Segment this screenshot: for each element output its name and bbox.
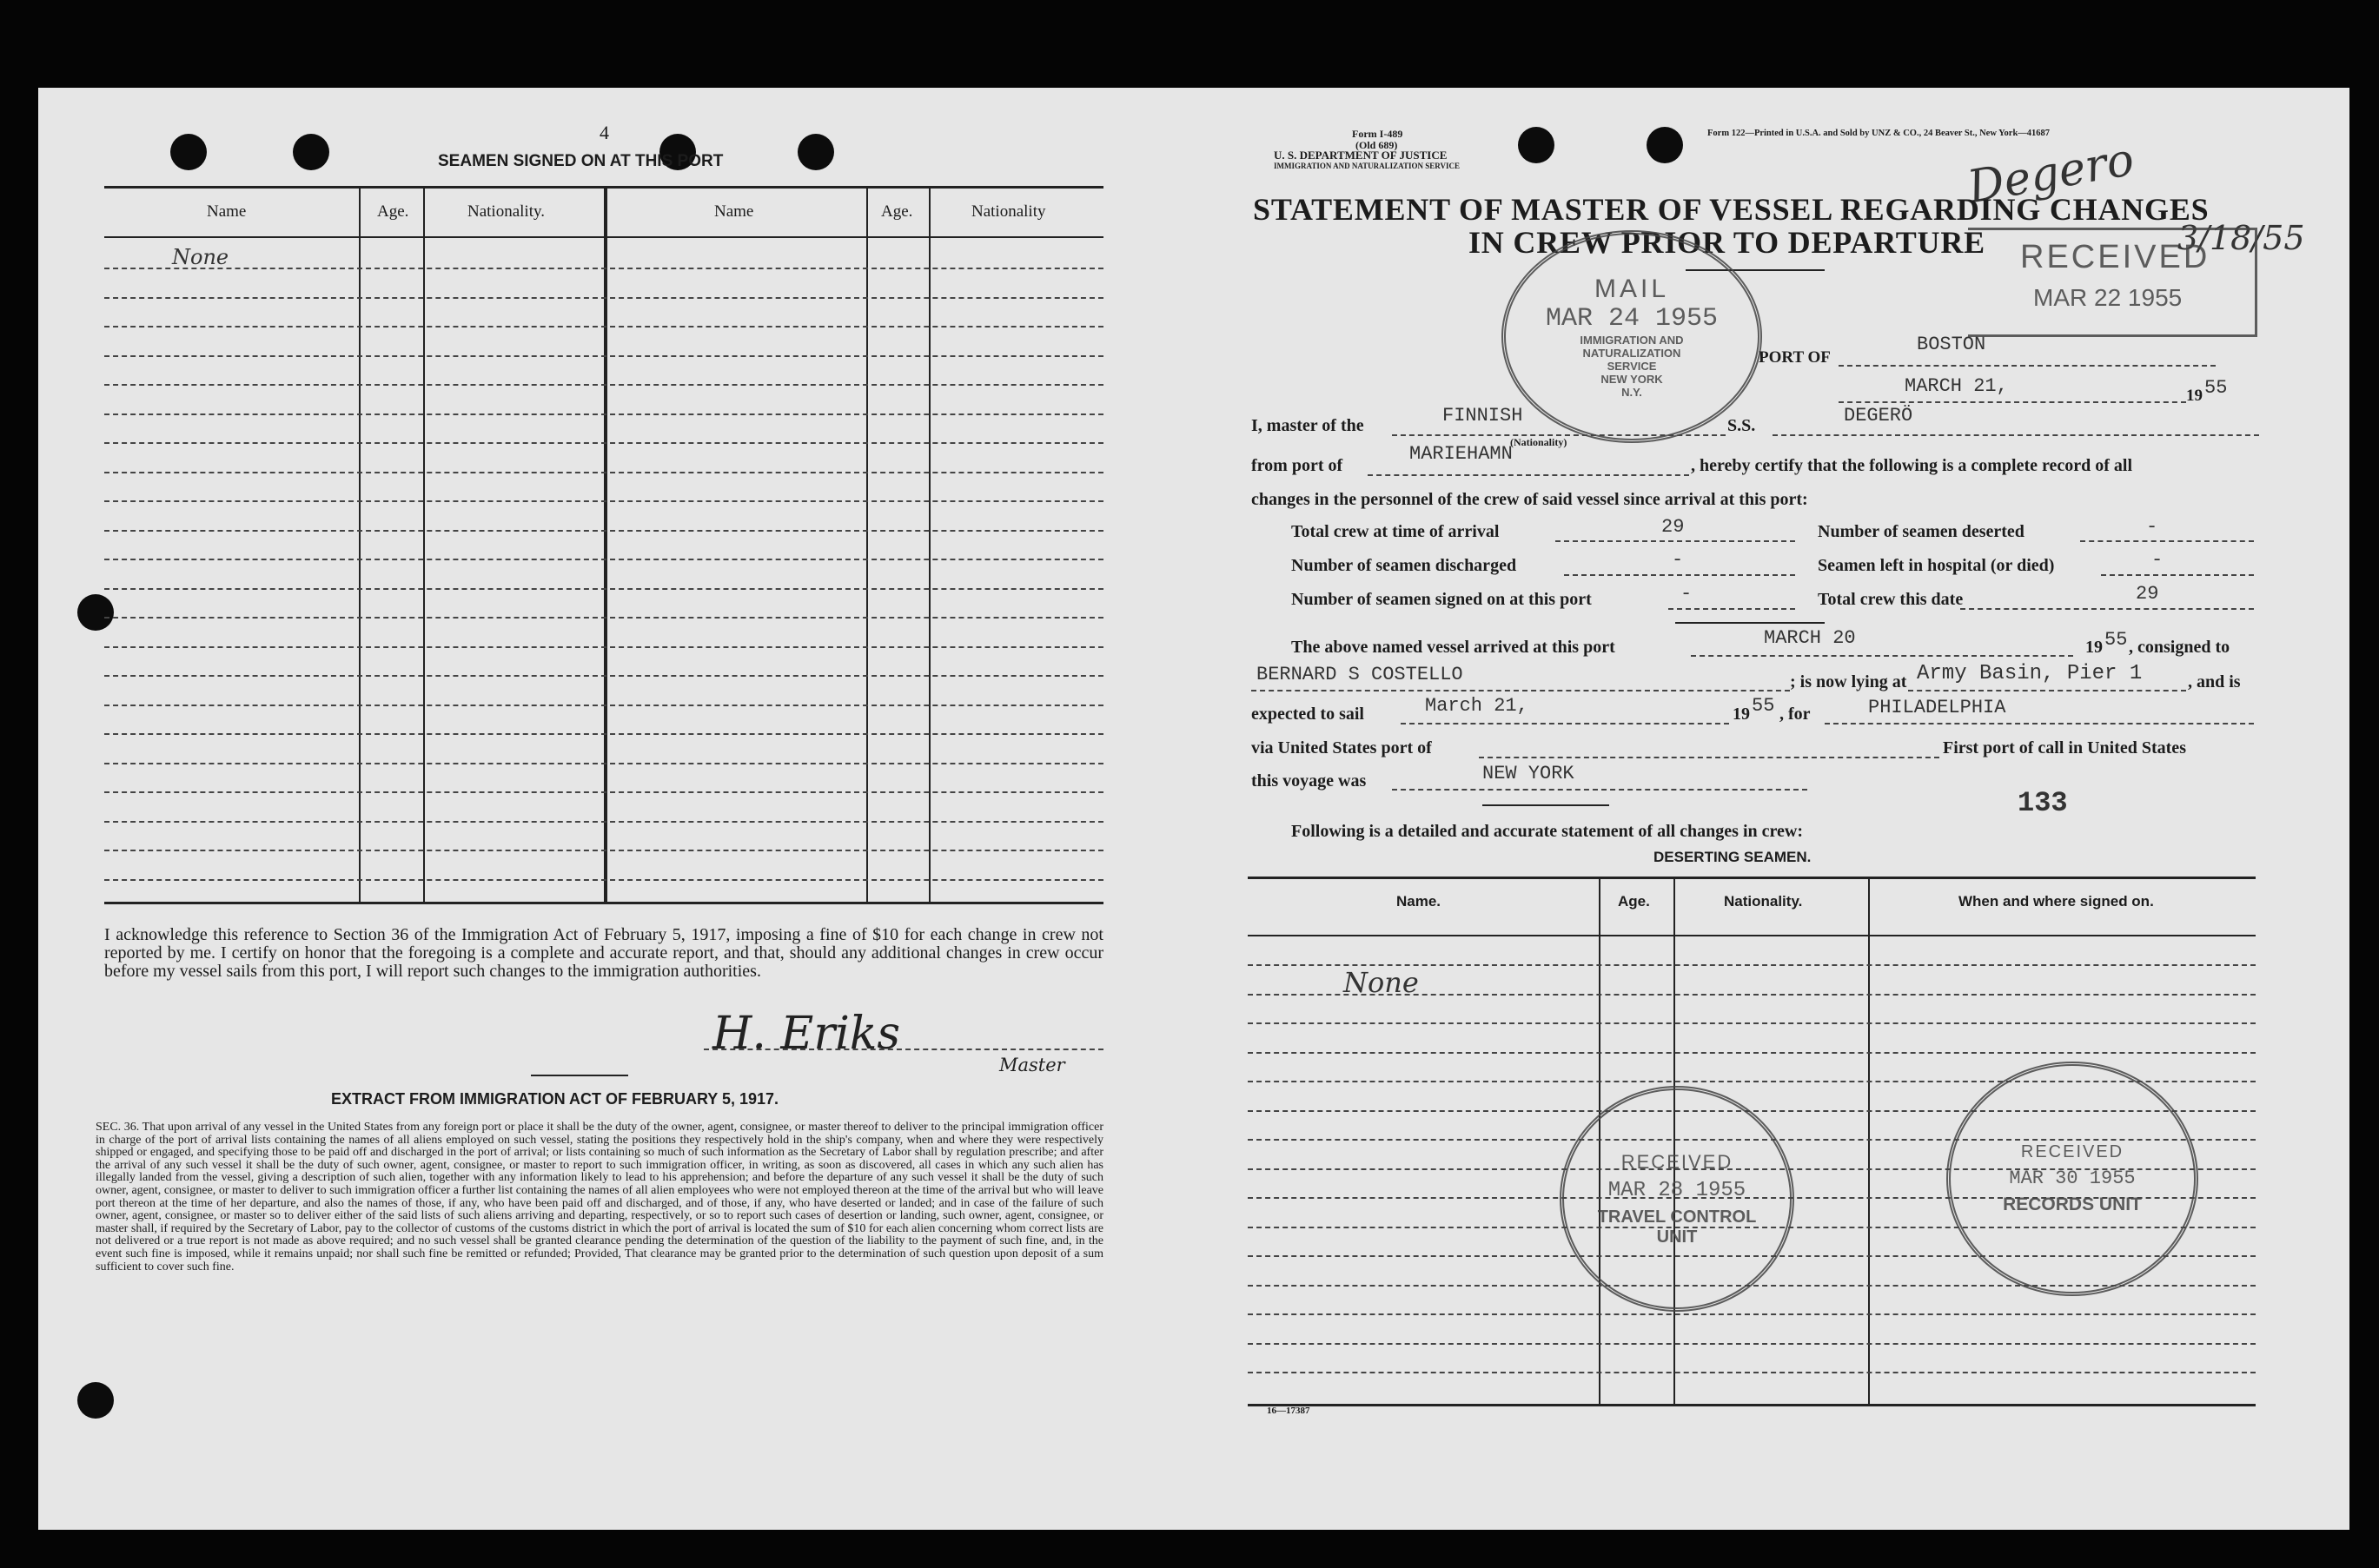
arrived-year-prefix: 19	[2085, 638, 2103, 657]
printer-line: Form 122—Printed in U.S.A. and Sold by UNZ & CO., 24 Beaver St., New York—41687	[1707, 129, 2051, 138]
consigned-label: , consigned to	[2129, 638, 2230, 657]
arrived-label: The above named vessel arrived at this port	[1291, 638, 1615, 657]
consignee-name: BERNARD S COSTELLO	[1256, 664, 1463, 685]
left-page-title: SEAMEN SIGNED ON AT THIS PORT	[438, 152, 724, 170]
discharged-value: -	[1672, 549, 1684, 571]
column-header: Nationality.	[467, 202, 545, 221]
via-port-label: via United States port of	[1251, 738, 1432, 758]
table-row-rule	[104, 530, 1103, 532]
form-number: Form I-489	[1352, 128, 1403, 140]
table-row-rule	[104, 384, 1103, 386]
following-text: Following is a detailed and accurate statement of all changes in crew:	[1291, 822, 1804, 841]
table-row-rule	[1248, 1313, 2256, 1315]
first-port-value: NEW YORK	[1482, 763, 1574, 784]
total-crew-arrival-value: 29	[1661, 516, 1685, 538]
table-row-rule	[104, 646, 1103, 648]
hospital-value: -	[2151, 549, 2164, 571]
table-row-rule	[104, 326, 1103, 327]
handwritten-none: None	[1343, 966, 1419, 999]
travel-control-stamp: RECEIVED MAR 28 1955 TRAVEL CONTROL UNIT	[1560, 1086, 1794, 1312]
column-header: Nationality.	[1724, 893, 1803, 910]
table-row-rule	[104, 500, 1103, 502]
column-header: When and where signed on.	[1958, 893, 2154, 910]
lying-label: ; is now lying at	[1790, 672, 1907, 691]
total-crew-date-label: Total crew this date	[1818, 590, 1964, 609]
table-row-rule	[104, 355, 1103, 357]
statement-date: MARCH 21,	[1905, 375, 2008, 397]
acknowledgement-paragraph: I acknowledge this reference to Section 36 of the Immigration Act of February 5, 1917, imposing a fine of $10 for each change in crew not reported by me. I certify on honor that the foregoing is a complete and accurate report, and that, should any additional changes in crew occur before my vessel sails from this port, I will report such changes to the immigration authorities.	[104, 925, 1103, 981]
received-stamp-top: RECEIVED MAR 22 1955	[1968, 228, 2257, 337]
first-port-label: First port of call in United States	[1943, 738, 2186, 758]
table-row-rule	[104, 850, 1103, 851]
service-name: IMMIGRATION AND NATURALIZATION SERVICE	[1274, 162, 1460, 170]
table-row-rule	[1248, 1052, 2256, 1054]
punch-hole	[77, 1382, 114, 1419]
expected-year-prefix: 19	[1733, 705, 1750, 724]
table-row-rule	[104, 675, 1103, 677]
vessel-name: DEGERÖ	[1844, 405, 1913, 427]
form-old-number: (Old 689)	[1355, 139, 1398, 151]
signature-label: Master	[999, 1055, 1065, 1075]
arrived-date: MARCH 20	[1764, 627, 1856, 649]
mail-received-stamp: MAIL MAR 24 1955 IMMIGRATION AND NATURALIZATION SERVICE NEW YORK N.Y.	[1501, 230, 1762, 443]
table-row-rule	[104, 472, 1103, 473]
footer-code: 16—17387	[1267, 1406, 1310, 1416]
column-header: Name	[207, 202, 247, 221]
voyage-label: this voyage was	[1251, 771, 1367, 791]
punch-hole	[1518, 127, 1554, 163]
port-of-value: BOSTON	[1917, 334, 1986, 355]
nationality-label: (Nationality)	[1510, 436, 1567, 448]
deserted-value: -	[2146, 516, 2158, 538]
punch-hole	[1647, 127, 1683, 163]
lying-location: Army Basin, Pier 1	[1917, 662, 2143, 685]
year-prefix: 19	[2186, 387, 2203, 405]
deserting-seamen-title: DESERTING SEAMEN.	[1653, 849, 1812, 865]
year-value: 55	[2204, 377, 2228, 399]
hospital-label: Seamen left in hospital (or died)	[1818, 556, 2055, 575]
extract-text: SEC. 36. That upon arrival of any vessel in the United States from any foreign port or place it shall be the duty of the owner, agent, consignee, or master thereof to deliver to the principal immigration officer in charge of the port of arrival lists containing the names of all aliens employed on such vessel, stating the positions they respectively hold in the ship's company, when and where they were respectively shipped or engaged, and specifying those to be paid off and discharged in the port of arrival; or lists containing so much of such information as the Secretary of Labor shall by regulation prescribe; and after the arrival of any such vessel it shall be the duty of such owner, agent, consignee, or master to report to such immigration officer, in writing, as soon as discovered, all cases in which any such alien has illegally landed from the vessel, giving a description of such alien, together with any information likely to lead to his apprehension; and before the departure of any such vessel it shall be the duty of such owner, agent, consignee, or master to deliver to such immigration officer a further list containing the names of all alien employees who were not employed thereon at the time of the arrival but who will leave port thereon at the time of her departure, and also the names of those, if any, who have been paid off and discharged, and of those, if any, who have deserted or landed; and in case of the failure of such owner, agent, consignee, or master so to deliver either of the said lists of such aliens arriving and departing, respectively, or so to report such cases of desertion or landing, such owner, agent, consignee, or master shall, if required by the Secretary of Labor, pay to the collector of customs of the customs district in which the port of arrival is located the sum of $10 for each alien concerning whom correct lists are not delivered or a true report is not made as above required; and no such vessel shall be granted clearance pending the determination of the question of the liability to the payment of such fine, and, in the event such fine is imposed, while it remains unpaid; nor shall such fine be remitted or refunded; Provided, That clearance may be granted prior to the determination of such question upon deposit of a sum sufficient to cover such fine.	[96, 1121, 1103, 1274]
column-header: Name.	[1396, 893, 1441, 910]
page-number: 4	[600, 122, 609, 143]
form-title-line-2: IN CREW PRIOR TO DEPARTURE	[1468, 225, 1985, 260]
expected-sail-date: March 21,	[1425, 695, 1528, 717]
table-row-rule	[1248, 1372, 2256, 1373]
column-header: Age.	[881, 202, 913, 221]
from-port-value: MARIEHAMN	[1409, 443, 1513, 465]
records-unit-stamp: RECEIVED MAR 30 1955 RECORDS UNIT	[1946, 1062, 2198, 1296]
punch-hole	[170, 134, 207, 170]
destination-port: PHILADELPHIA	[1868, 697, 2006, 718]
and-is-label: , and is	[2188, 672, 2241, 691]
deserted-label: Number of seamen deserted	[1818, 522, 2024, 541]
expected-sail-label: expected to sail	[1251, 705, 1364, 724]
table-row-rule	[104, 588, 1103, 590]
punch-hole	[77, 594, 114, 631]
master-signature: H. Eriks	[712, 1008, 901, 1060]
handwritten-number: 133	[2018, 787, 2068, 819]
changes-line: changes in the personnel of the crew of said vessel since arrival at this port:	[1251, 490, 1808, 509]
table-row-rule	[104, 879, 1103, 881]
table-row-rule	[104, 617, 1103, 619]
master-of-label: I, master of the	[1251, 416, 1364, 435]
table-row-rule	[104, 442, 1103, 444]
table-row-rule	[104, 268, 1103, 269]
total-crew-arrival-label: Total crew at time of arrival	[1291, 522, 1500, 541]
table-row-rule	[104, 763, 1103, 764]
punch-hole	[293, 134, 329, 170]
table-row-rule	[104, 791, 1103, 793]
table-row-rule	[104, 414, 1103, 415]
department-name: U. S. DEPARTMENT OF JUSTICE	[1274, 149, 1448, 162]
signed-on-value: -	[1680, 583, 1693, 605]
from-port-label: from port of	[1251, 456, 1343, 475]
ss-label: S.S.	[1727, 416, 1756, 435]
table-row-rule	[104, 297, 1103, 299]
arrived-year: 55	[2104, 629, 2128, 651]
certify-text: , hereby certify that the following is a complete record of all	[1691, 456, 2133, 475]
column-header: Age.	[377, 202, 409, 221]
expected-year: 55	[1752, 695, 1775, 717]
column-header: Name	[714, 202, 754, 221]
column-header: Nationality	[971, 202, 1046, 221]
table-row-rule	[104, 821, 1103, 823]
extract-title: EXTRACT FROM IMMIGRATION ACT OF FEBRUARY 5, 1917.	[331, 1090, 779, 1108]
handwritten-date-note: 3/18/55	[2177, 219, 2305, 257]
table-row-rule	[104, 559, 1103, 560]
column-header: Age.	[1618, 893, 1650, 910]
table-row-rule	[104, 705, 1103, 706]
table-row-rule	[1248, 1343, 2256, 1345]
punch-hole	[798, 134, 834, 170]
port-of-label: PORT OF	[1759, 348, 1831, 367]
table-row-rule	[104, 733, 1103, 735]
total-crew-date-value: 29	[2136, 583, 2159, 605]
handwritten-vessel-note: Degero	[1964, 133, 2138, 215]
handwritten-none: None	[172, 245, 229, 269]
table-row-rule	[1248, 1022, 2256, 1024]
for-label: , for	[1779, 705, 1811, 724]
nationality-value: FINNISH	[1442, 405, 1523, 427]
discharged-label: Number of seamen discharged	[1291, 556, 1517, 575]
form-title-line-1: STATEMENT OF MASTER OF VESSEL REGARDING CHANGES	[1253, 192, 2210, 227]
signed-on-label: Number of seamen signed on at this port	[1291, 590, 1592, 609]
